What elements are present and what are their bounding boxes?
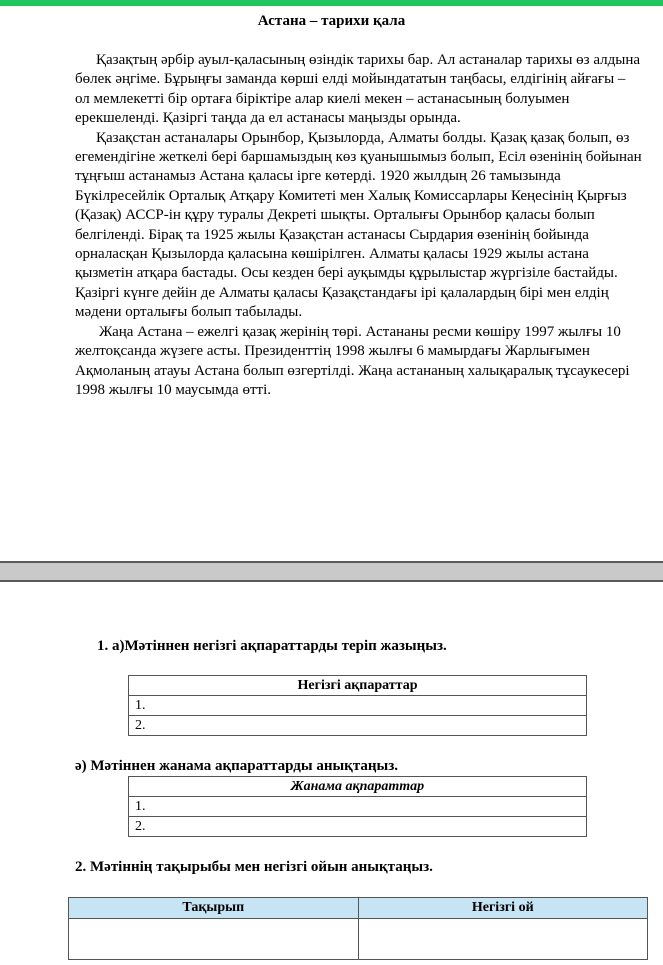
secondary-info-table xyxy=(128,776,587,837)
main-info-header: Негізгі ақпараттар xyxy=(129,676,587,696)
top-accent-bar xyxy=(0,0,663,6)
question-1b: ә) Мәтіннен жанама ақпараттарды анықтаңыз. xyxy=(75,758,399,774)
topic-answer-cell[interactable] xyxy=(69,919,359,960)
page-separator xyxy=(0,561,663,582)
question-2: 2. Мәтіннің тақырыбы мен негізгі ойын анықтаңыз. xyxy=(75,859,433,875)
main-info-row-2[interactable]: 2. xyxy=(129,716,587,736)
secondary-info-row-1[interactable]: 1. xyxy=(129,797,587,817)
secondary-info-header: Жанама ақпараттар xyxy=(129,777,587,797)
paragraph-1: Қазақтың әрбір ауыл-қаласының өзіндік тарихы бар. Ал астаналар тарихы өз алдына бөлек әңгіме. Бұрыңғы заманда көрші елді мойындататын таңбасы, елдігінің айғағы – ол мемлекетті бір ортаға біріктіре алар киелі мекен – астанасының болуымен ерекшеленді. Қазіргі таңда да ел астанасы маңызды орында. xyxy=(75,52,641,127)
article-body xyxy=(75,51,643,400)
main-idea-answer-cell[interactable] xyxy=(358,919,648,960)
paragraph-3: Жаңа Астана – ежелгі қазақ жерінің төрі. Астананы ресми көшіру 1997 жылғы 10 желтоқсанда жүзеге асты. Президенттің 1998 жылғы 6 мамырдағы Жарлығымен Ақмоланың атауы Астана болып өзгертілді. Жаңа астананың халықаралық тұсаукесері 1998 жылғы 10 маусымда өтті. xyxy=(75,323,630,398)
topic-header: Тақырып xyxy=(69,898,359,919)
secondary-info-row-2[interactable]: 2. xyxy=(129,817,587,837)
question-1a: 1. а)Мәтіннен негізгі ақпараттарды теріп жазыңыз. xyxy=(97,638,447,654)
main-info-table xyxy=(128,675,587,736)
page-title: Астана – тарихи қала xyxy=(257,13,406,29)
main-info-row-1[interactable]: 1. xyxy=(129,696,587,716)
paragraph-2: Қазақстан астаналары Орынбор, Қызылорда, Алматы болды. Қазақ қазақ болып, өз егемендігіне жеткелі бері баршамыздың көз қуанышымыз болып, Есіл өзенінің бойынан тұңғыш астанамыз Астана қаласы ірге көтерді. 1920 жылдың 26 тамызында Бүкілресейлік Орталық Атқару Комитеті мен Халық Комиссарлары Кеңесінің Қырғыз (Қазақ) АССР-ін құру туралы Декреті шықты. Орталығы Орынбор қаласы болып белгіленді. Бірақ та 1925 жылы Қазақстан астанасы Сырдария өзенінің бойында орналасқан Қызылорда қаласына көшірілген. Алматы қаласы 1929 жылы астана қызметін атқара бастады. Осы кезден бері ауқымды құрылыстар жүргізіле бастайды. Қазіргі күнге дейін де Алматы қаласы Қазақстандағы ірі қалалардың бірі мен елдің мәдени орталығы болып табылады. xyxy=(75,129,642,321)
main-idea-header: Негізгі ой xyxy=(358,898,648,919)
topic-idea-table xyxy=(68,897,648,960)
